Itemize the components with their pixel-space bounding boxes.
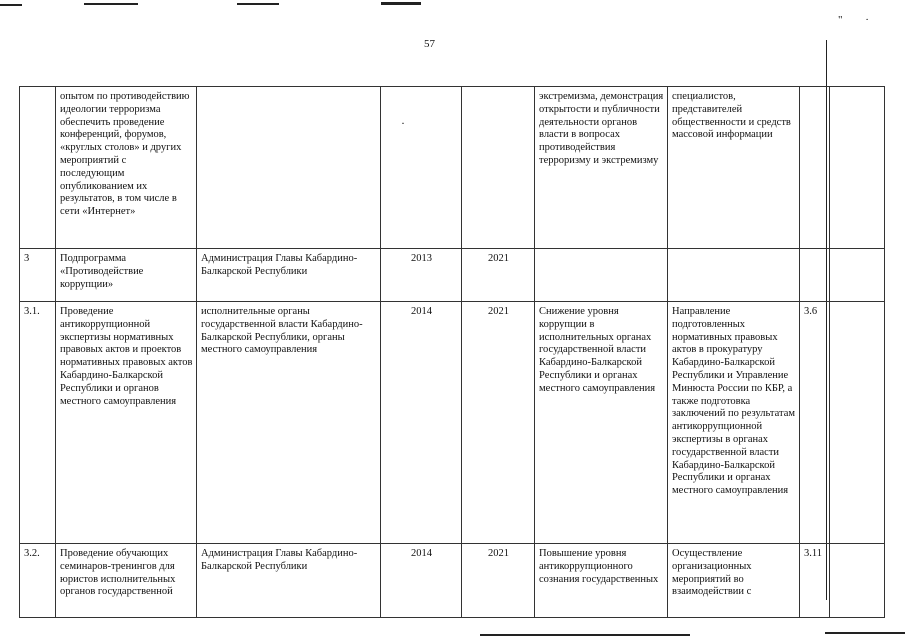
expected-result	[535, 249, 668, 302]
scan-mark	[381, 2, 421, 5]
consequence: Осуществление организационных мероприятий во взаимодействии с	[668, 544, 800, 618]
row-number: 3.2.	[20, 544, 56, 618]
start-year: 2014	[381, 302, 462, 544]
end-year: 2021	[462, 249, 535, 302]
scan-mark	[84, 3, 138, 5]
scan-mark	[480, 634, 690, 636]
empty-cell	[830, 544, 885, 618]
table-row	[20, 544, 885, 618]
expected-result: Снижение уровня коррупции в исполнительных органах государственной власти Кабардино-Балкарской Республики и органах местного самоуправления	[535, 302, 668, 544]
start-year: 2014	[381, 544, 462, 618]
executor	[197, 87, 381, 249]
link-indicator	[800, 87, 830, 249]
expected-result: экстремизма, демонстрация открытости и публичности деятельности органов власти в вопросах противодействия терроризму и экстремизму	[535, 87, 668, 249]
scan-mark	[237, 3, 279, 5]
executor: Администрация Главы Кабардино-Балкарской Республики	[197, 544, 381, 618]
end-year: 2021	[462, 544, 535, 618]
event-name: Проведение антикоррупционной экспертизы нормативных правовых актов и проектов нормативных правовых актов Кабардино-Балкарской Республики и органов местного самоуправления	[56, 302, 197, 544]
empty-cell	[830, 302, 885, 544]
table-row	[20, 249, 885, 302]
scan-mark	[825, 632, 905, 634]
event-name: Проведение обучающих семинаров-тренингов для юристов исполнительных органов государственной	[56, 544, 197, 618]
end-year	[462, 87, 535, 249]
consequence: Направление подготовленных нормативных правовых актов в прокуратуру Кабардино-Балкарской Республики и Управление Минюста России по КБР, а также подготовка заключений по результатам антикоррупционной экспертизы в органах государственной власти Кабардино-Балкарской Республики и органах местного самоуправления	[668, 302, 800, 544]
corner-marks: " ·	[838, 14, 879, 26]
document-table	[19, 86, 885, 618]
page-number: 57	[424, 38, 435, 50]
executor: Администрация Главы Кабардино-Балкарской Республики	[197, 249, 381, 302]
scan-mark	[0, 4, 22, 6]
row-number	[20, 87, 56, 249]
empty-cell	[830, 87, 885, 249]
consequence: специалистов, представителей общественности и средств массовой информации	[668, 87, 800, 249]
end-year: 2021	[462, 302, 535, 544]
row-number: 3	[20, 249, 56, 302]
start-year: 2013	[381, 249, 462, 302]
table-row	[20, 87, 885, 249]
start-year	[381, 87, 462, 249]
link-indicator	[800, 249, 830, 302]
consequence	[668, 249, 800, 302]
table-row	[20, 302, 885, 544]
empty-cell	[830, 249, 885, 302]
link-indicator: 3.11	[800, 544, 830, 618]
expected-result: Повышение уровня антикоррупционного сознания государственных	[535, 544, 668, 618]
link-indicator: 3.6	[800, 302, 830, 544]
row-number: 3.1.	[20, 302, 56, 544]
event-name: опытом по противодействию идеологии терроризма обеспечить проведение конференций, форумов, «круглых столов» и других мероприятий с последующим опубликованием их результатов, в том числе в сети «Интернет»	[56, 87, 197, 249]
stray-dot: ·	[401, 116, 405, 130]
event-name: Подпрограмма «Противодействие коррупции»	[56, 249, 197, 302]
executor: исполнительные органы государственной власти Кабардино-Балкарской Республики, органы местного самоуправления	[197, 302, 381, 544]
